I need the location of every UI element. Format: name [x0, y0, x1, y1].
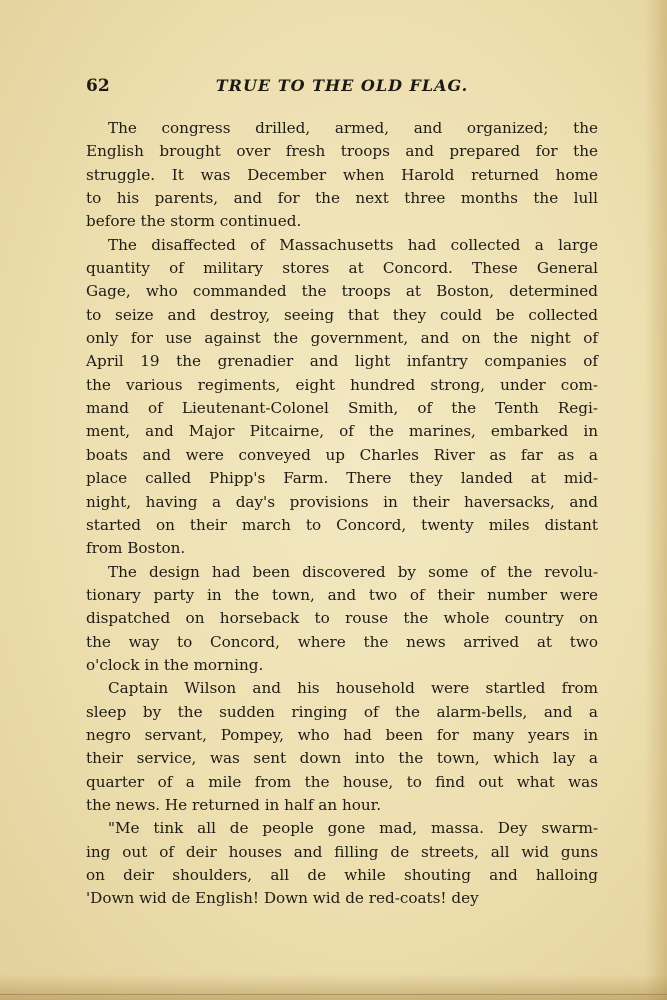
paragraph [86, 677, 598, 817]
text-line: Gage, who commanded the troops at Boston, determined [86, 282, 598, 301]
text-line: the various regiments, eight hundred strong, under com- [86, 375, 598, 394]
text-line: night, having a day's provisions in their haversacks, and [86, 492, 598, 511]
text-line: ment, and Major Pitcairne, of the marines, embarked in [86, 422, 598, 441]
text-line: their service, was sent down into the town, which lay a [86, 749, 598, 768]
text-line: the way to Concord, where the news arrived at two [86, 632, 598, 651]
text-line: boats and were conveyed up Charles River as far as a [86, 445, 598, 464]
paragraph [86, 234, 598, 561]
text-line: started on their march to Concord, twenty miles distant [86, 515, 598, 534]
text-line: sleep by the sudden ringing of the alarm-bells, and a [86, 702, 598, 721]
text-line: Captain Wilson and his household were startled from [108, 679, 598, 698]
text-line: to his parents, and for the next three months the lull [86, 189, 598, 208]
running-title: TRUE TO THE OLD FLAG. [215, 76, 469, 95]
text-line: April 19 the grenadier and light infantry companies of [86, 352, 598, 371]
text-line: The congress drilled, armed, and organized; the [108, 119, 598, 137]
text-line: ing out of deir houses and filling de streets, all wid guns [86, 842, 598, 861]
text-line: quantity of military stores at Concord. These General [86, 259, 598, 278]
text-line: only for use against the government, and on the night of [86, 329, 598, 348]
body-text [86, 117, 598, 911]
text-line: tionary party in the town, and two of their number were [86, 585, 598, 604]
paragraph [86, 117, 598, 234]
text-line: "Me tink all de people gone mad, massa. Dey swarm- [108, 819, 598, 838]
page-edge-shadow-bottom [0, 974, 667, 1000]
text-line: the news. He returned in half an hour. [86, 795, 382, 814]
text-line: quarter of a mile from the house, to find out what was [86, 772, 598, 791]
text-line: struggle. It was December when Harold returned home [86, 165, 598, 184]
text-line: from Boston. [86, 539, 186, 558]
text-line: on deir shoulders, all de while shouting and halloing [86, 866, 598, 884]
page-bottom-edge [0, 994, 667, 995]
text-line: place called Phipp's Farm. There they landed at mid- [86, 469, 598, 488]
text-line: mand of Lieutenant-Colonel Smith, of the Tenth Regi- [86, 399, 598, 418]
running-header [86, 76, 598, 100]
text-line: to seize and destroy, seeing that they could be collected [86, 305, 598, 324]
text-line: The disaffected of Massachusetts had collected a large [108, 235, 598, 254]
paragraph [86, 817, 598, 910]
text-line: dispatched on horseback to rouse the whole country on [86, 609, 598, 628]
text-line: 'Down wid de English! Down wid de red-coats! dey [86, 889, 479, 908]
paragraph [86, 561, 598, 678]
page-edge-shadow-right [645, 0, 667, 1000]
text-line: The design had been discovered by some of the revolu- [108, 562, 598, 581]
text-line: before the storm continued. [86, 212, 302, 231]
text-line: English brought over fresh troops and prepared for the [86, 142, 598, 161]
text-line: o'clock in the morning. [86, 655, 264, 674]
page-number: 62 [86, 76, 110, 96]
text-line: negro servant, Pompey, who had been for many years in [86, 725, 598, 744]
